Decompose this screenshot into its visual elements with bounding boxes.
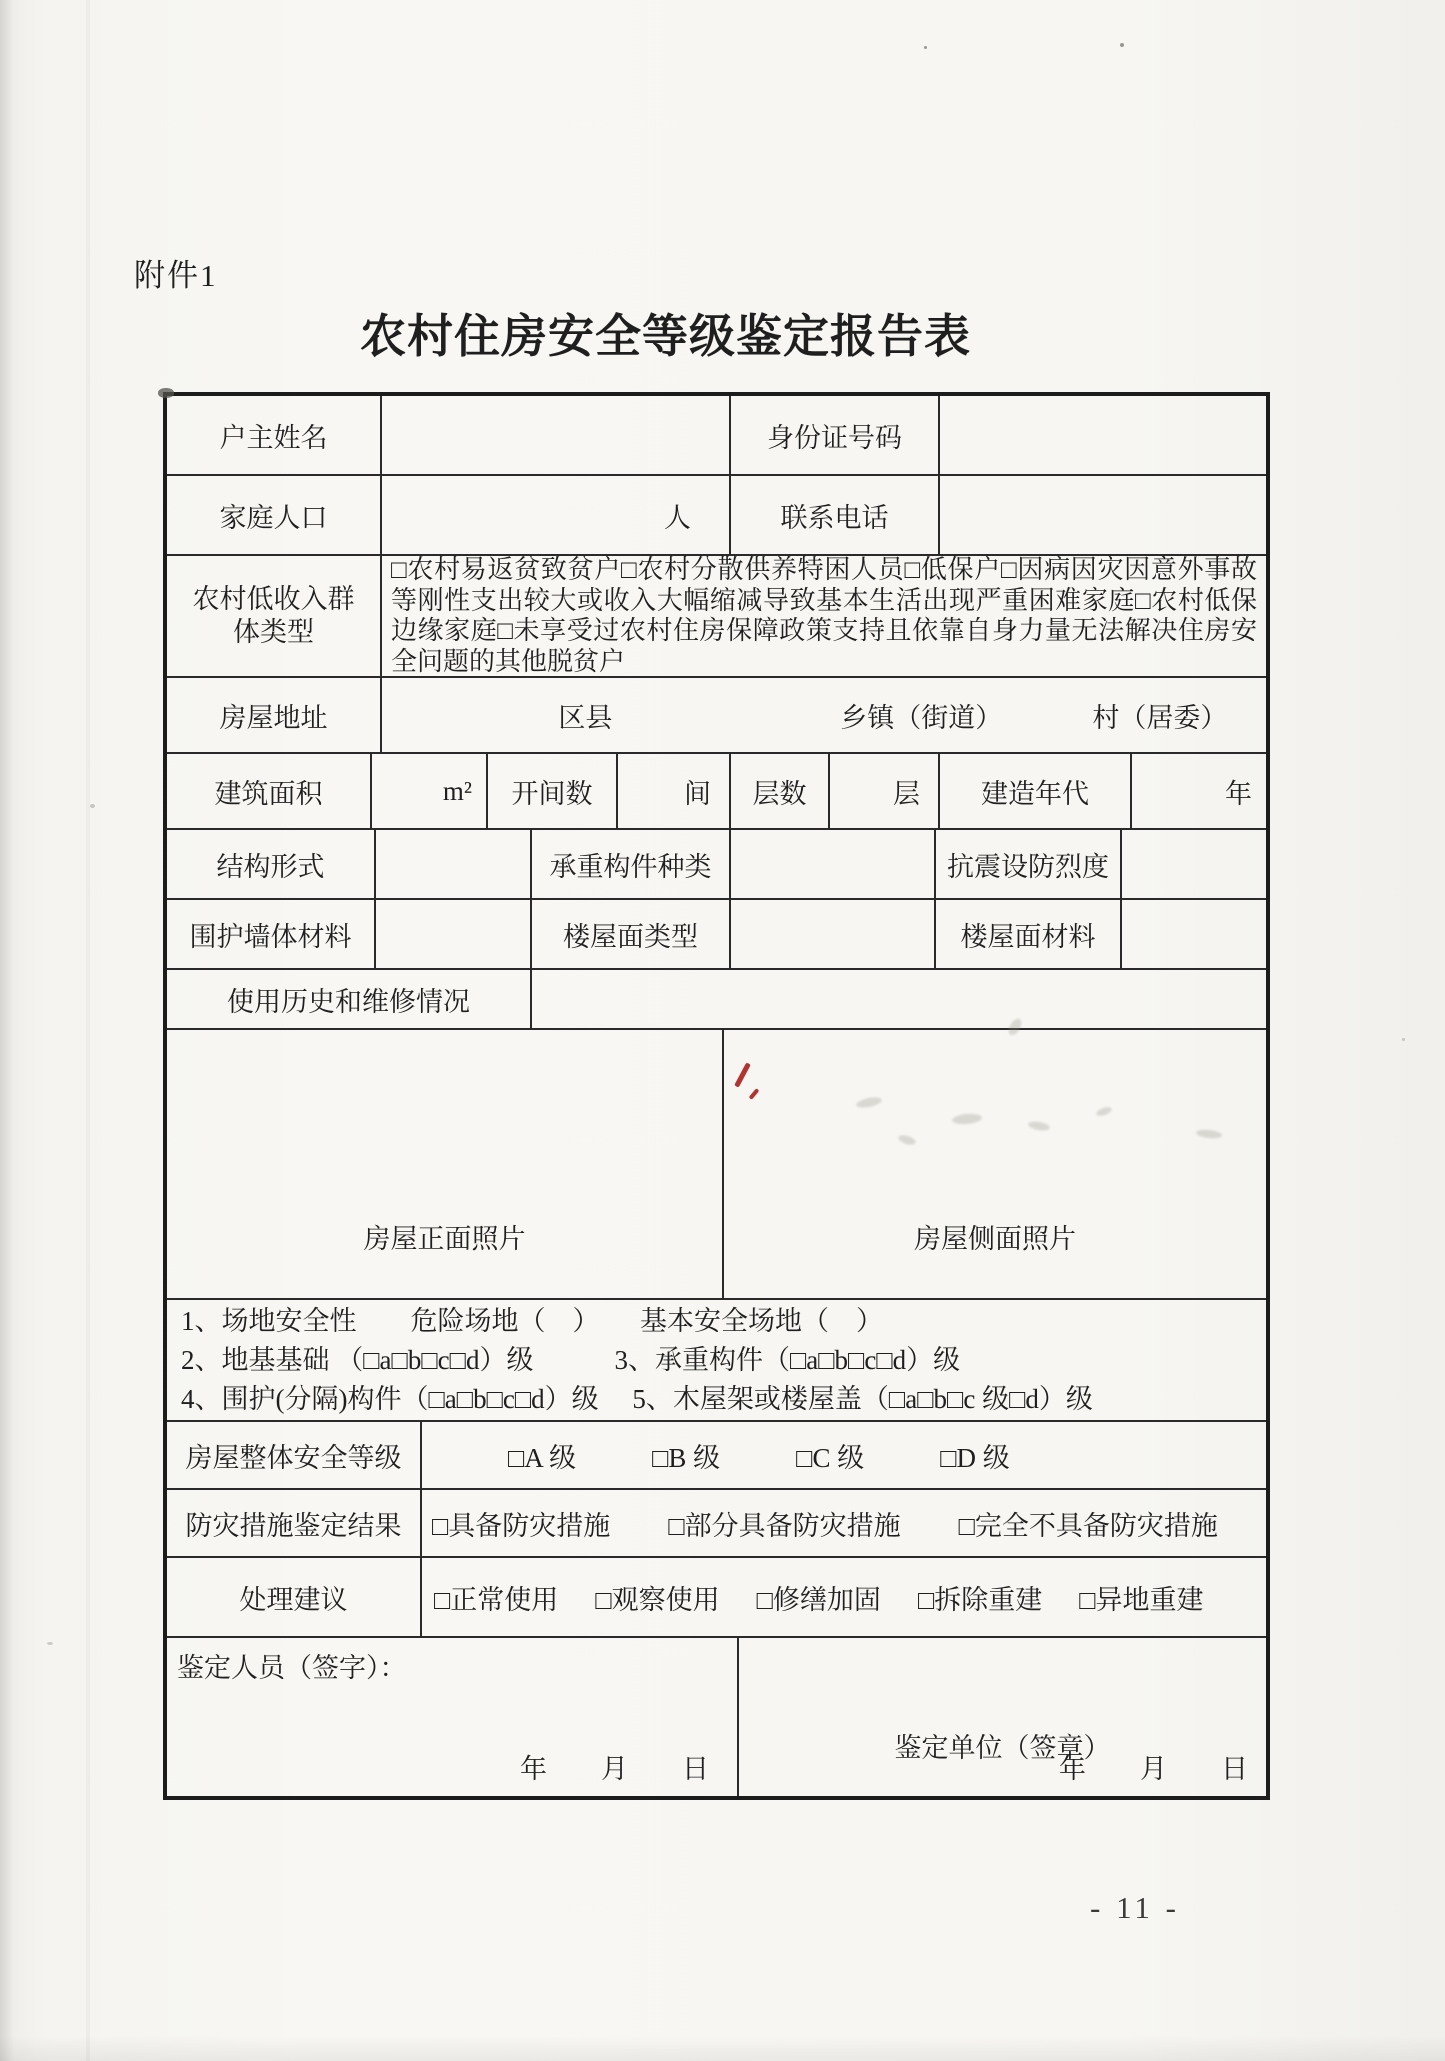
bays-label: 开间数 bbox=[488, 754, 618, 828]
overall-grade-option-d: □D 级 bbox=[940, 1442, 1010, 1473]
grading-items-cell bbox=[167, 1300, 1266, 1420]
storeys-field: 层 bbox=[830, 754, 940, 828]
appraisal-form-table bbox=[163, 392, 1270, 1800]
disaster-result-options bbox=[422, 1490, 1266, 1556]
income-group-label-text: 农村低收入群体类型 bbox=[192, 584, 355, 647]
family-size-field: 人 bbox=[382, 476, 731, 554]
disaster-option-partial: □部分具备防灾措施 bbox=[668, 1510, 901, 1541]
overall-grade-options bbox=[422, 1422, 1266, 1488]
appraiser-sign-date: 年 月 日 bbox=[520, 1754, 709, 1784]
row-address bbox=[167, 678, 1266, 754]
row-disaster-result bbox=[167, 1490, 1266, 1558]
year-label: 建造年代 bbox=[940, 754, 1132, 828]
disaster-option-none: □完全不具备防灾措施 bbox=[958, 1510, 1218, 1541]
overall-grade-option-c: □C 级 bbox=[796, 1442, 865, 1473]
history-label: 使用历史和维修情况 bbox=[167, 970, 532, 1028]
row-suggestion bbox=[167, 1558, 1266, 1638]
grading-line-envelope-roof: 4、围护(分隔)构件（□a□b□c□d）级 5、木屋架或楼屋盖（□a□b□c 级□d）级 bbox=[181, 1383, 1093, 1414]
storeys-label: 层数 bbox=[731, 754, 830, 828]
row-signoff bbox=[167, 1638, 1266, 1796]
row-income-group bbox=[167, 556, 1266, 678]
disaster-option-full: □具备防灾措施 bbox=[432, 1510, 611, 1541]
row-history bbox=[167, 970, 1266, 1030]
appraiser-sign-label: 鉴定人员（签字）： bbox=[177, 1653, 407, 1683]
phone-label: 联系电话 bbox=[731, 476, 940, 554]
suggestion-option-repair: □修缮加固 bbox=[756, 1584, 881, 1615]
history-field bbox=[532, 970, 1266, 1028]
overall-grade-option-a: □A 级 bbox=[508, 1442, 577, 1473]
unit-seal-cell bbox=[739, 1638, 1266, 1796]
address-village: 村（居委） bbox=[1092, 702, 1228, 733]
bays-field: 间 bbox=[618, 754, 731, 828]
scan-edge-shadow bbox=[0, 0, 14, 2061]
structure-form-label: 结构形式 bbox=[167, 830, 376, 898]
family-size-label: 家庭人口 bbox=[167, 476, 382, 554]
bearing-members-label: 承重构件种类 bbox=[532, 830, 731, 898]
address-label: 房屋地址 bbox=[167, 678, 382, 752]
scan-blot bbox=[158, 388, 174, 398]
photo-side-caption: 房屋侧面照片 bbox=[914, 1224, 1076, 1254]
row-photos bbox=[167, 1030, 1266, 1300]
row-householder bbox=[167, 396, 1266, 476]
address-field bbox=[382, 678, 1266, 752]
suggestion-label: 处理建议 bbox=[167, 1558, 422, 1636]
page-number: - 11 - bbox=[1090, 1890, 1180, 1925]
roof-material-field bbox=[1122, 900, 1266, 968]
row-envelope bbox=[167, 900, 1266, 970]
scan-speck bbox=[1120, 43, 1124, 47]
building-area-field: m² bbox=[372, 754, 488, 828]
suggestion-option-normal: □正常使用 bbox=[434, 1584, 559, 1615]
wall-material-field bbox=[376, 900, 532, 968]
scan-bottom-shade bbox=[0, 2035, 1445, 2061]
overall-grade-option-b: □B 级 bbox=[652, 1442, 721, 1473]
scan-speck bbox=[47, 1642, 53, 1645]
structure-form-field bbox=[376, 830, 532, 898]
roof-material-label: 楼屋面材料 bbox=[936, 900, 1122, 968]
id-number-label: 身份证号码 bbox=[731, 396, 940, 474]
suggestion-option-rebuild: □拆除重建 bbox=[917, 1584, 1043, 1615]
photo-side-cell bbox=[724, 1030, 1266, 1298]
page-title: 农村住房安全等级鉴定报告表 bbox=[360, 311, 971, 362]
address-township: 乡镇（街道） bbox=[840, 702, 1003, 733]
roof-type-label: 楼屋面类型 bbox=[532, 900, 731, 968]
building-area-label: 建筑面积 bbox=[167, 754, 372, 828]
seismic-label: 抗震设防烈度 bbox=[936, 830, 1122, 898]
scan-speck bbox=[90, 804, 95, 808]
scan-speck bbox=[924, 46, 927, 49]
overall-grade-label: 房屋整体安全等级 bbox=[167, 1422, 422, 1488]
paper-fold-line bbox=[86, 0, 90, 2061]
unit-seal-label: 鉴定单位（签章） bbox=[894, 1733, 1111, 1763]
disaster-result-label: 防灾措施鉴定结果 bbox=[167, 1490, 422, 1556]
phone-field bbox=[940, 476, 1266, 554]
income-group-label bbox=[167, 556, 382, 676]
id-number-field bbox=[940, 396, 1266, 474]
scan-speck bbox=[1402, 1038, 1405, 1041]
year-field: 年 bbox=[1225, 778, 1252, 809]
row-family bbox=[167, 476, 1266, 556]
seismic-field bbox=[1122, 830, 1266, 898]
wall-material-label: 围护墙体材料 bbox=[167, 900, 376, 968]
income-group-options bbox=[382, 556, 1266, 676]
income-group-options-text: □农村易返贫致贫户□农村分散供养特困人员□低保户□因病因灾因意外事故等刚性支出较大或收入大幅缩减导致基本生活出现严重困难家庭□农村低保边缘家庭□未享受过农村住房保障政策支持且依靠自身力量无法解决住房安全问题的其他脱贫户 bbox=[391, 555, 1257, 676]
suggestion-option-observe: □观察使用 bbox=[595, 1584, 720, 1615]
address-county: 区县 bbox=[558, 702, 613, 733]
unit-seal-date: 年 月 日 bbox=[1059, 1754, 1248, 1784]
grading-line-foundation-bearing: 2、地基基础 （□a□b□c□d）级 3、承重构件（□a□b□c□d）级 bbox=[181, 1344, 961, 1375]
householder-name-field bbox=[382, 396, 731, 474]
bearing-members-field bbox=[731, 830, 936, 898]
attachment-label: 附件1 bbox=[134, 258, 218, 293]
grading-line-site: 1、场地安全性 危险场地（ ） 基本安全场地（ ） bbox=[181, 1305, 883, 1336]
photo-front-cell bbox=[167, 1030, 724, 1298]
roof-type-field bbox=[731, 900, 936, 968]
householder-name-label: 户主姓名 bbox=[167, 396, 382, 474]
row-overall-grade bbox=[167, 1422, 1266, 1490]
row-structure bbox=[167, 830, 1266, 900]
suggestion-option-relocate: □异地重建 bbox=[1079, 1584, 1204, 1615]
appraiser-sign-cell bbox=[167, 1638, 739, 1796]
row-building bbox=[167, 754, 1266, 830]
photo-front-caption: 房屋正面照片 bbox=[363, 1224, 526, 1254]
suggestion-options bbox=[422, 1558, 1266, 1636]
row-grading-items bbox=[167, 1300, 1266, 1422]
